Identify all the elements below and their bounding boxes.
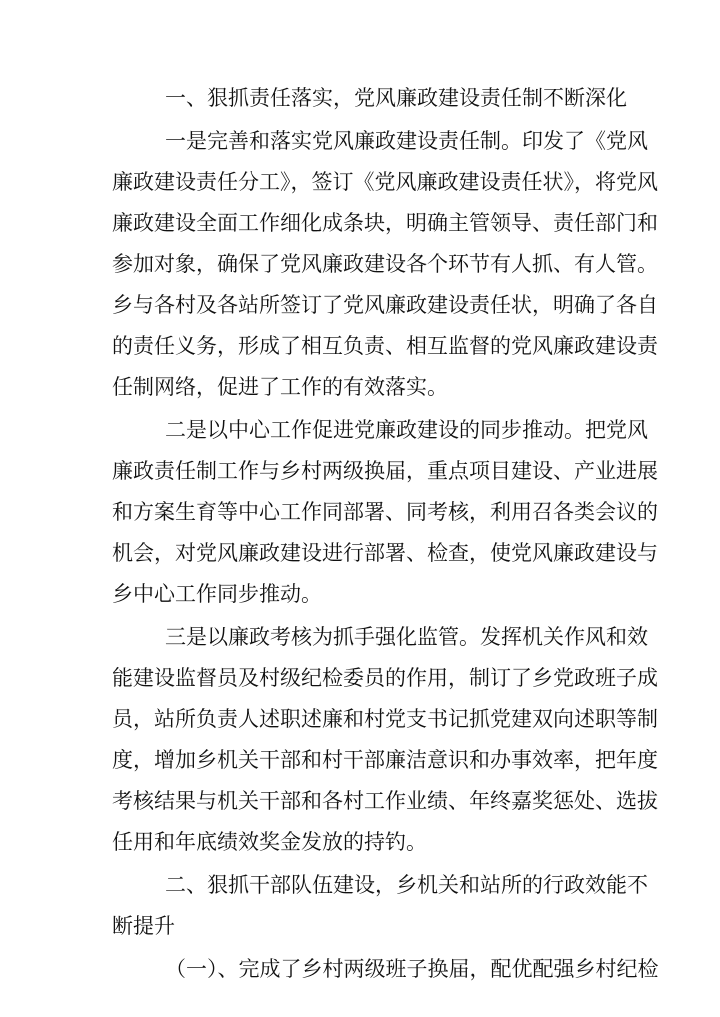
- paragraph-3-line-2: 能建设监督员及村级纪检委员的作用，制订了乡党政班子成: [112, 666, 658, 690]
- paragraph-1-line-4: 参加对象，确保了党风廉政建设各个环节有人抓、有人管。: [112, 252, 658, 276]
- paragraph-1-line-7: 任制网络，促进了工作的有效落实。: [112, 375, 448, 399]
- paragraph-2-line-4: 机会，对党风廉政建设进行部署、检查，使党风廉政建设与: [112, 541, 658, 565]
- paragraph-2-line-1: 二是以中心工作促进党廉政建设的同步推动。把党风: [165, 418, 648, 442]
- paragraph-3-line-5: 考核结果与机关干部和各村工作业绩、年终嘉奖惩处、选拔: [112, 789, 658, 813]
- paragraph-2-line-3: 和方案生育等中心工作同部署、同考核，利用召各类会议的: [112, 500, 658, 524]
- paragraph-2-line-5: 乡中心工作同步推动。: [112, 582, 322, 606]
- section-heading-2-line-1: 二、狠抓干部队伍建设，乡机关和站所的行政效能不: [165, 873, 648, 897]
- paragraph-5-line-1: （一）、完成了乡村两级班子换届，配优配强乡村纪检: [165, 957, 659, 981]
- section-heading-2-line-2: 断提升: [112, 914, 175, 938]
- paragraph-2-line-2: 廉政责任制工作与乡村两级换届，重点项目建设、产业进展: [112, 459, 658, 483]
- paragraph-1-line-1: 一是完善和落实党风廉政建设责任制。印发了《党风: [165, 129, 648, 153]
- paragraph-3-line-3: 员，站所负责人述职述廉和村党支书记抓党建双向述职等制: [112, 707, 658, 731]
- paragraph-1-line-5: 乡与各村及各站所签订了党风廉政建设责任状，明确了各自: [112, 293, 658, 317]
- section-heading-1: 一、狠抓责任落实，党风廉政建设责任制不断深化: [165, 86, 627, 110]
- paragraph-1-line-3: 廉政建设全面工作细化成条块，明确主管领导、责任部门和: [112, 211, 658, 235]
- paragraph-1-line-2: 廉政建设责任分工》，签订《党风廉政建设责任状》，将党风: [112, 170, 658, 194]
- paragraph-3-line-6: 任用和年底绩效奖金发放的持钓。: [112, 830, 427, 854]
- paragraph-1-line-6: 的责任义务，形成了相互负责、相互监督的党风廉政建设责: [112, 334, 658, 358]
- paragraph-3-line-4: 度，增加乡机关干部和村干部廉洁意识和办事效率，把年度: [112, 748, 658, 772]
- paragraph-3-line-1: 三是以廉政考核为抓手强化监管。发挥机关作风和效: [165, 625, 648, 649]
